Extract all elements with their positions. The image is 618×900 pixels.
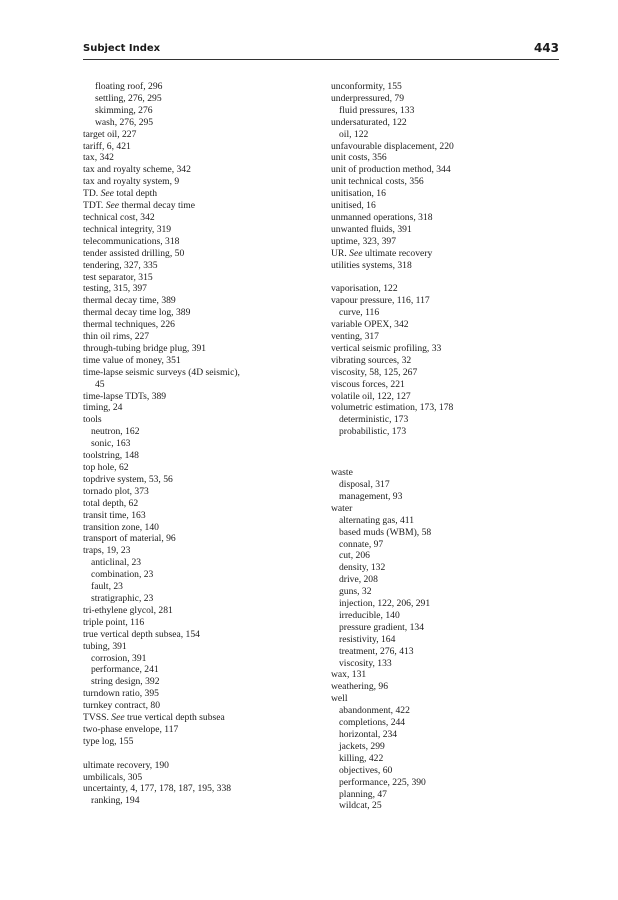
index-entry bbox=[83, 224, 323, 236]
entry-text: performance, 225, 390 bbox=[339, 776, 426, 788]
index-entry bbox=[83, 212, 323, 224]
entry-text: wildcat, 25 bbox=[339, 800, 382, 812]
see-reference-target: ultimate recovery bbox=[364, 247, 433, 259]
entry-text: volatile oil, 122, 127 bbox=[331, 390, 411, 402]
index-entry bbox=[83, 641, 323, 653]
entry-text: irreducible, 140 bbox=[339, 609, 400, 621]
index-subentry bbox=[83, 438, 323, 450]
entry-text: transition zone, 140 bbox=[83, 521, 159, 533]
entry-text: unit costs, 356 bbox=[331, 152, 387, 164]
entry-text: wash, 276, 295 bbox=[95, 116, 154, 128]
index-entry bbox=[331, 164, 571, 176]
entry-text: test separator, 315 bbox=[83, 271, 153, 283]
index-subentry bbox=[331, 129, 571, 141]
entry-text: two-phase envelope, 117 bbox=[83, 723, 179, 735]
index-entry bbox=[83, 450, 323, 462]
index-entry bbox=[83, 700, 323, 712]
entry-text: connate, 97 bbox=[339, 538, 384, 550]
entry-text: tri-ethylene glycol, 281 bbox=[83, 604, 173, 616]
entry-text: technical cost, 342 bbox=[83, 211, 155, 223]
entry-text: tornado plot, 373 bbox=[83, 485, 149, 497]
index-entry bbox=[331, 343, 571, 355]
index-subentry bbox=[331, 479, 571, 491]
index-subentry bbox=[331, 658, 571, 670]
entry-text: horizontal, 234 bbox=[339, 729, 398, 740]
index-entry bbox=[83, 402, 323, 414]
entry-text: stratigraphic, 23 bbox=[91, 592, 154, 604]
index-subentry bbox=[331, 550, 571, 562]
entry-text: time-lapse seismic surveys (4D seismic), bbox=[83, 366, 240, 378]
entry-text: fluid pressures, 133 bbox=[339, 104, 415, 116]
entry-text: unwanted fluids, 391 bbox=[331, 223, 412, 235]
running-header bbox=[83, 41, 559, 60]
entry-text: undersaturated, 122 bbox=[331, 116, 407, 128]
entry-text: vertical seismic profiling, 33 bbox=[331, 342, 442, 354]
index-subentry bbox=[83, 117, 323, 129]
index-entry bbox=[331, 248, 571, 260]
index-entry bbox=[83, 200, 323, 212]
index-entry bbox=[83, 188, 323, 200]
index-entry bbox=[83, 355, 323, 367]
entry-text: alternating gas, 411 bbox=[339, 514, 415, 526]
entry-text: fault, 23 bbox=[91, 581, 123, 593]
index-entry bbox=[83, 367, 323, 379]
entry-text: anticlinal, 23 bbox=[91, 557, 142, 569]
index-subentry bbox=[331, 705, 571, 717]
entry-text: tariff, 6, 421 bbox=[83, 140, 131, 152]
entry-text: turndown ratio, 395 bbox=[83, 688, 159, 700]
index-subentry bbox=[331, 105, 571, 117]
page-number: 443 bbox=[533, 41, 559, 55]
index-subentry bbox=[331, 646, 571, 658]
entry-text: thin oil rims, 227 bbox=[83, 331, 150, 343]
entry-text: type log, 155 bbox=[83, 735, 134, 747]
entry-text: technical integrity, 319 bbox=[83, 223, 172, 235]
index-subentry bbox=[331, 598, 571, 610]
index-entry bbox=[331, 331, 571, 343]
entry-text: transport of material, 96 bbox=[83, 533, 176, 545]
entry-text: unconformity, 155 bbox=[331, 81, 402, 92]
entry-text: underpressured, 79 bbox=[331, 92, 404, 104]
entry-text: curve, 116 bbox=[339, 307, 380, 319]
index-entry bbox=[83, 545, 323, 557]
index-subentry bbox=[331, 777, 571, 789]
entry-text: corrosion, 391 bbox=[91, 652, 147, 664]
index-entry bbox=[83, 260, 323, 272]
index-entry bbox=[83, 283, 323, 295]
index-entry bbox=[83, 617, 323, 629]
entry-text: time-lapse TDTs, 389 bbox=[83, 390, 167, 402]
index-entry bbox=[83, 307, 323, 319]
entry-text: tax and royalty scheme, 342 bbox=[83, 164, 191, 176]
index-entry bbox=[331, 176, 571, 188]
index-subentry bbox=[331, 586, 571, 598]
index-entry bbox=[83, 724, 323, 736]
see-reference-target: thermal decay time bbox=[121, 200, 196, 212]
entry-text: triple point, 116 bbox=[83, 616, 145, 628]
index-entry bbox=[83, 248, 323, 260]
entry-text: tendering, 327, 335 bbox=[83, 259, 158, 271]
index-entry bbox=[83, 498, 323, 510]
entry-text: viscosity, 58, 125, 267 bbox=[331, 366, 418, 378]
index-entry bbox=[83, 486, 323, 498]
index-entry bbox=[83, 533, 323, 545]
see-reference-target: true vertical depth subsea bbox=[127, 712, 225, 724]
index-subentry bbox=[331, 765, 571, 777]
section-spacer bbox=[331, 438, 571, 455]
see-reference-label: See bbox=[349, 247, 363, 259]
entry-text: through-tubing bridge plug, 391 bbox=[83, 342, 207, 354]
entry-text: viscous forces, 221 bbox=[331, 378, 405, 390]
index-subentry bbox=[83, 581, 323, 593]
index-entry bbox=[331, 212, 571, 224]
entry-text: wax, 131 bbox=[331, 669, 367, 681]
entry-text: density, 132 bbox=[339, 562, 386, 574]
index-entry bbox=[331, 295, 571, 307]
index-subentry bbox=[83, 426, 323, 438]
entry-text: TD. bbox=[83, 188, 99, 200]
index-entry bbox=[83, 414, 323, 426]
section-title: Subject Index bbox=[83, 43, 161, 54]
section-spacer bbox=[83, 748, 323, 760]
entry-text: floating roof, 296 bbox=[95, 81, 163, 92]
entry-text: total depth, 62 bbox=[83, 497, 139, 509]
index-subentry bbox=[331, 574, 571, 586]
index-entry bbox=[83, 176, 323, 188]
section-spacer bbox=[331, 455, 571, 467]
entry-text: utilities systems, 318 bbox=[331, 259, 412, 271]
index-entry bbox=[331, 200, 571, 212]
entry-text: unit technical costs, 356 bbox=[331, 176, 424, 188]
entry-text: thermal decay time, 389 bbox=[83, 295, 176, 307]
entry-text: top hole, 62 bbox=[83, 462, 129, 473]
entry-text: management, 93 bbox=[339, 490, 403, 502]
entry-text: sonic, 163 bbox=[91, 438, 131, 450]
entry-text: timing, 24 bbox=[83, 402, 123, 414]
index-subentry bbox=[83, 664, 323, 676]
see-reference-target: total depth bbox=[116, 188, 158, 200]
index-entry bbox=[83, 331, 323, 343]
entry-text: tubing, 391 bbox=[83, 640, 127, 652]
see-reference-label: See bbox=[111, 712, 125, 724]
entry-text: guns, 32 bbox=[339, 586, 372, 598]
entry-text: skimming, 276 bbox=[95, 104, 153, 116]
entry-text: abandonment, 422 bbox=[339, 705, 410, 717]
see-reference-label: See bbox=[100, 188, 114, 200]
index-entry bbox=[83, 272, 323, 284]
entry-text: weathering, 96 bbox=[331, 681, 389, 693]
index-entry bbox=[83, 462, 323, 474]
entry-text: deterministic, 173 bbox=[339, 414, 409, 426]
entry-text: time value of money, 351 bbox=[83, 354, 181, 366]
index-subentry bbox=[83, 676, 323, 688]
entry-text: completions, 244 bbox=[339, 717, 406, 729]
index-column-left bbox=[83, 81, 323, 807]
index-subentry bbox=[331, 789, 571, 801]
index-entry bbox=[83, 295, 323, 307]
entry-text: unitisation, 16 bbox=[331, 188, 386, 200]
entry-text: probabilistic, 173 bbox=[339, 426, 407, 438]
entry-text: 45 bbox=[95, 378, 105, 390]
entry-text: true vertical depth subsea, 154 bbox=[83, 628, 200, 640]
index-entry bbox=[83, 760, 323, 772]
index-entry bbox=[331, 188, 571, 200]
index-entry bbox=[331, 467, 571, 479]
entry-text: tender assisted drilling, 50 bbox=[83, 247, 185, 259]
entry-text: waste bbox=[331, 467, 353, 479]
entry-text: venting, 317 bbox=[331, 331, 379, 343]
entry-text: turnkey contract, 80 bbox=[83, 700, 160, 712]
index-entry bbox=[331, 355, 571, 367]
entry-text: target oil, 227 bbox=[83, 128, 137, 140]
entry-text: volumetric estimation, 173, 178 bbox=[331, 402, 454, 414]
index-subentry bbox=[83, 593, 323, 605]
entry-text: performance, 241 bbox=[91, 664, 159, 676]
entry-text: uptime, 323, 397 bbox=[331, 235, 397, 247]
index-subentry bbox=[331, 800, 571, 812]
index-entry bbox=[83, 236, 323, 248]
index-entry bbox=[331, 117, 571, 129]
index-entry bbox=[331, 319, 571, 331]
index-entry bbox=[331, 669, 571, 681]
entry-text: thermal techniques, 226 bbox=[83, 319, 175, 331]
entry-text: combination, 23 bbox=[91, 569, 154, 581]
entry-text: tools bbox=[83, 414, 102, 426]
index-entry bbox=[83, 605, 323, 617]
entry-text: thermal decay time log, 389 bbox=[83, 307, 191, 319]
index-entry bbox=[83, 343, 323, 355]
entry-text: neutron, 162 bbox=[91, 426, 140, 438]
entry-text: resistivity, 164 bbox=[339, 633, 396, 645]
index-subentry bbox=[83, 81, 323, 93]
index-entry bbox=[83, 474, 323, 486]
entry-text: TDT. bbox=[83, 200, 104, 212]
index-subentry bbox=[83, 569, 323, 581]
entry-text: planning, 47 bbox=[339, 788, 387, 800]
entry-text: toolstring, 148 bbox=[83, 450, 139, 462]
index-entry bbox=[331, 503, 571, 515]
index-subentry bbox=[83, 795, 323, 807]
index-subentry bbox=[331, 562, 571, 574]
index-subentry bbox=[331, 753, 571, 765]
index-entry bbox=[331, 260, 571, 272]
entry-text: testing, 315, 397 bbox=[83, 283, 147, 295]
index-entry bbox=[83, 391, 323, 403]
index-subentry bbox=[331, 527, 571, 539]
index-entry bbox=[331, 152, 571, 164]
index-subentry bbox=[331, 741, 571, 753]
index-entry bbox=[83, 522, 323, 534]
index-entry bbox=[331, 141, 571, 153]
entry-text: tax and royalty system, 9 bbox=[83, 176, 180, 188]
section-spacer bbox=[331, 272, 571, 284]
entry-text: objectives, 60 bbox=[339, 764, 393, 776]
index-subentry bbox=[83, 105, 323, 117]
index-subentry bbox=[83, 653, 323, 665]
entry-text: well bbox=[331, 693, 348, 705]
entry-text: vaporisation, 122 bbox=[331, 283, 398, 295]
entry-text: topdrive system, 53, 56 bbox=[83, 473, 173, 485]
entry-text: water bbox=[331, 502, 353, 514]
entry-text: traps, 19, 23 bbox=[83, 545, 131, 557]
entry-text: unmanned operations, 318 bbox=[331, 211, 433, 223]
index-column-right bbox=[331, 81, 571, 812]
index-entry bbox=[83, 152, 323, 164]
index-entry bbox=[83, 164, 323, 176]
index-entry bbox=[331, 402, 571, 414]
index-entry bbox=[331, 693, 571, 705]
index-entry bbox=[83, 736, 323, 748]
index-entry bbox=[331, 379, 571, 391]
index-subentry bbox=[331, 515, 571, 527]
entry-text: injection, 122, 206, 291 bbox=[339, 598, 431, 610]
index-entry bbox=[331, 367, 571, 379]
index-subentry bbox=[83, 93, 323, 105]
entry-text: tax, 342 bbox=[83, 152, 114, 164]
index-subentry bbox=[331, 307, 571, 319]
index-entry bbox=[83, 688, 323, 700]
index-entry bbox=[83, 629, 323, 641]
index-entry bbox=[331, 681, 571, 693]
see-reference-label: See bbox=[105, 200, 120, 212]
entry-text: cut, 206 bbox=[339, 550, 370, 562]
entry-text: telecommunications, 318 bbox=[83, 235, 180, 247]
entry-text: treatment, 276, 413 bbox=[339, 645, 414, 657]
index-entry bbox=[83, 319, 323, 331]
entry-text: unfavourable displacement, 220 bbox=[331, 140, 454, 152]
entry-text: disposal, 317 bbox=[339, 478, 390, 490]
index-subentry bbox=[331, 729, 571, 741]
entry-text: TVSS. bbox=[83, 712, 109, 724]
index-subentry bbox=[331, 717, 571, 729]
index-subentry bbox=[331, 426, 571, 438]
entry-text: vibrating sources, 32 bbox=[331, 354, 412, 366]
index-entry bbox=[83, 772, 323, 784]
entry-text: pressure gradient, 134 bbox=[339, 621, 424, 633]
index-subentry bbox=[331, 539, 571, 551]
index-subentry bbox=[331, 491, 571, 503]
entry-text: UR. bbox=[331, 247, 347, 259]
entry-text: uncertainty, 4, 177, 178, 187, 195, 338 bbox=[83, 783, 232, 795]
entry-text: unit of production method, 344 bbox=[331, 164, 451, 176]
entry-text: umbilicals, 305 bbox=[83, 771, 143, 783]
index-entry bbox=[331, 224, 571, 236]
entry-text: ultimate recovery, 190 bbox=[83, 759, 169, 771]
entry-text: ranking, 194 bbox=[91, 795, 140, 807]
entry-text: string design, 392 bbox=[91, 676, 160, 688]
index-entry bbox=[331, 81, 571, 93]
index-entry bbox=[331, 236, 571, 248]
index-entry bbox=[83, 129, 323, 141]
index-entry bbox=[83, 712, 323, 724]
index-entry bbox=[83, 510, 323, 522]
index-subentry bbox=[83, 557, 323, 569]
index-entry bbox=[83, 141, 323, 153]
entry-text: oil, 122 bbox=[339, 128, 369, 140]
index-subentry bbox=[83, 379, 323, 391]
index-entry bbox=[331, 93, 571, 105]
entry-text: vapour pressure, 116, 117 bbox=[331, 295, 430, 307]
entry-text: killing, 422 bbox=[339, 752, 384, 764]
entry-text: transit time, 163 bbox=[83, 509, 146, 521]
index-subentry bbox=[331, 610, 571, 622]
index-entry bbox=[331, 283, 571, 295]
entry-text: viscosity, 133 bbox=[339, 657, 392, 669]
index-subentry bbox=[331, 414, 571, 426]
entry-text: based muds (WBM), 58 bbox=[339, 526, 432, 538]
index-entry bbox=[331, 391, 571, 403]
entry-text: unitised, 16 bbox=[331, 200, 376, 212]
entry-text: jackets, 299 bbox=[339, 740, 385, 752]
entry-text: settling, 276, 295 bbox=[95, 92, 162, 104]
entry-text: variable OPEX, 342 bbox=[331, 319, 409, 331]
index-subentry bbox=[331, 622, 571, 634]
index-entry bbox=[83, 783, 323, 795]
index-subentry bbox=[331, 634, 571, 646]
entry-text: drive, 208 bbox=[339, 574, 378, 586]
